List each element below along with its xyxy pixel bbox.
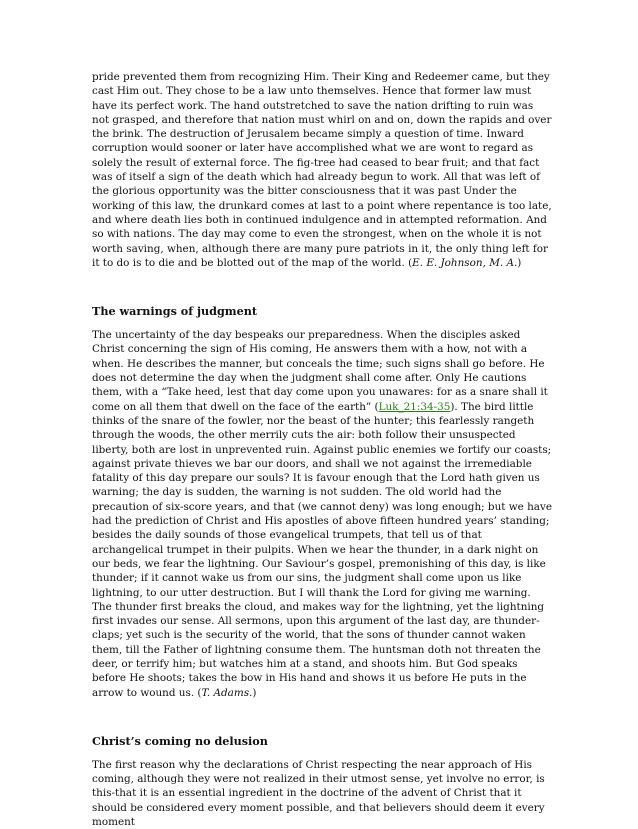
author-citation: E. E. Johnson, M. A. xyxy=(412,256,518,269)
paragraph-text: pride prevented them from recognizing Him. Their King and Redeemer came, but they cast Him out. They chose to be a law unto themselves. Hence that former law must have its perfect work. The hand outstretched to save the nation drifting to ruin was not grasped, and therefore that nation must whirl on and on, down the rapids and over the brink. The destruction of Jerusalem became simply a question of time. Inward corruption would sooner or later have accomplished what we are wont to regard as solely the result of external force. The fig-tree had ceased to bear fruit; and that fact was of itself a sign of the death which had already begun to work. All that was left of the glorious opportunity was the bitter consciousness that it was past Under the working of this law, the drunkard comes at last to a point where repentance is too late, and where death lies both in continued indulgence and in attempted reformation. And so with nations. The day may come to even the strongest, when on the whole it is not worth saving, when, although there are many pure patriots in it, the only thing left for it to do is to die and be blotted out of the map of the world. ( xyxy=(92,71,552,269)
paragraph-no-delusion xyxy=(92,758,552,829)
spacer xyxy=(92,700,552,734)
paragraph-johnson xyxy=(92,70,552,270)
paragraph-adams xyxy=(92,328,552,700)
paragraph-text: The uncertainty of the day bespeaks our preparedness. When the disciples asked Christ concerning the sign of His coming, He answers them with a how, not with a when. He describes the manner, but conceals the time; such signs shall go before. He does not determine the day when the judgment shall come after. Only He cautions them, with a “Take heed, lest that day come upon you unawares: for as a snare shall it come on all them that dwell on the face of the earth” ( xyxy=(92,329,548,413)
paragraph-text: ). The bird little thinks of the snare of the fowler, nor the beast of the hunter; this fearlessly rangeth through the woods, the other merrily cuts the air: both follow their unsuspected liberty, both are lost in unprevented ruin. Against public enemies we fortify our coasts; against private thieves we bar our doors, and shall we not against the irremediable fatality of this day prepare our souls? It is favour enough that the Lord hath given us warning; the day is sudden, the warning is not sudden. The old world had the precaution of six-score years, and that (we cannot deny) was long enough; but we have had the prediction of Christ and His apostles of above fifteen hundred years’ standing; besides the daily sounds of those evangelical trumpets, that tell us of that archangelical trumpet in their pulpits. When we hear the thunder, in a dark night on our beds, we fear the lightning. Our Saviour’s gospel, premonishing of this day, is like thunder; if it cannot wake us from our sins, the judgment shall come upon us like lightning, to our utter destruction. But I will thank the Lord for giving me warning. The thunder first breaks the cloud, and makes way for the lightning, yet the lightning first invades our sense. All sermons, upon this argument of the last day, are thunder-claps; yet such is the security of the world, that the sons of thunder cannot waken them, till the Father of lightning consume them. The huntsman doth not threaten the deer, or terrify him; but watches him at a stand, and shoots him. But God speaks before He shoots; takes the bow in His hand and shows it us before He puts in the arrow to wound us. ( xyxy=(92,400,553,699)
section-heading-no-delusion: Christ’s coming no delusion xyxy=(92,733,268,748)
document-page xyxy=(92,70,552,829)
author-citation: T. Adams. xyxy=(201,686,253,699)
section-heading-warnings: The warnings of judgment xyxy=(92,304,258,319)
spacer xyxy=(92,748,552,758)
spacer xyxy=(92,318,552,328)
citation-close: ) xyxy=(252,686,257,699)
citation-close: ) xyxy=(517,256,522,269)
spacer xyxy=(92,270,552,304)
paragraph-text: The first reason why the declarations of Christ respecting the near approach of His coming, although they were not realized in their utmost sense, yet involve no error, is this-that it is an essential ingredient in the doctrine of the advent of Christ that it should be considered every moment possible, and that believers should deem it every moment xyxy=(92,758,545,829)
scripture-reference-link[interactable]: Luk_21:34-35 xyxy=(378,400,451,413)
